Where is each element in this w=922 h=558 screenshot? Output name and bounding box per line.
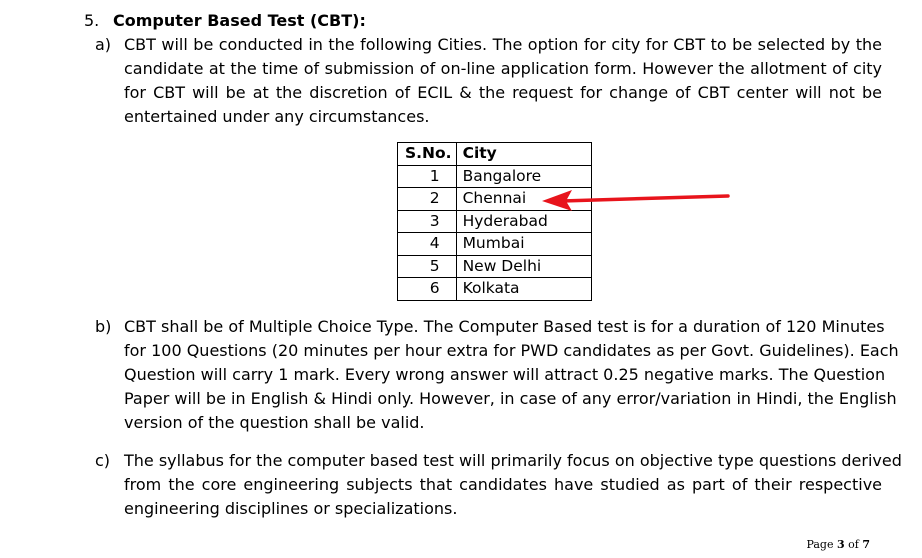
cell-city: Kolkata [456,278,591,301]
section-heading [84,10,366,32]
cell-city: Mumbai [456,233,591,256]
footer-total-pages: 7 [862,538,870,551]
cell-sno: 1 [398,165,457,188]
paragraph-b-line: Paper will be in English & Hindi only. However, in case of any error/variation in Hindi, the English [124,389,897,408]
paragraph-a-line: entertained under any circumstances. [124,107,430,126]
cell-sno: 4 [398,233,457,256]
paragraph-b-line: for 100 Questions (20 minutes per hour extra for PWD candidates as per Govt. Guidelines). Each [124,341,899,360]
table-row [398,165,592,188]
paragraph-a [95,33,882,129]
table-header-row [398,143,592,166]
section-number: 5. [84,11,100,30]
paragraph-a-marker: a) [95,35,112,54]
footer-current-page: 3 [836,538,845,551]
section-title: Computer Based Test (CBT): [113,11,366,30]
city-table [397,142,592,301]
arrow-shaft [562,196,728,201]
red-arrow-annotation [540,186,732,212]
cell-sno: 3 [398,210,457,233]
paragraph-c-marker: c) [95,451,111,470]
footer-of: of [848,538,859,551]
paragraph-b [95,315,899,435]
paragraph-c-line: from the core engineering subjects that candidates have studied as part of their respective [124,475,882,494]
table-row [398,278,592,301]
cell-sno: 5 [398,255,457,278]
paragraph-a-line: for CBT will be at the discretion of ECIL & the request for change of CBT center will not be [124,83,882,102]
paragraph-a-text [124,33,882,129]
paragraph-b-text [124,315,899,435]
cell-city: Hyderabad [456,210,591,233]
paragraph-b-line: Question will carry 1 mark. Every wrong answer will attract 0.25 negative marks. The Question [124,365,886,384]
paragraph-c-text [124,449,902,521]
paragraph-a-line: CBT will be conducted in the following Cities. The option for city for CBT to be selected by the [124,35,882,54]
cell-sno: 2 [398,188,457,211]
header-city: City [456,143,591,166]
paragraph-b-line: CBT shall be of Multiple Choice Type. The Computer Based test is for a duration of 120 Minutes [124,317,885,336]
header-sno: S.No. [398,143,457,166]
cell-city: Chennai [456,188,591,211]
table-row [398,233,592,256]
table-row [398,255,592,278]
table-row [398,210,592,233]
paragraph-b-line: version of the question shall be valid. [124,413,425,432]
paragraph-b-marker: b) [95,317,112,336]
cell-city: New Delhi [456,255,591,278]
paragraph-c-line: engineering disciplines or specializations. [124,499,458,518]
paragraph-c [95,449,902,521]
cell-city: Bangalore [456,165,591,188]
page-number-footer [806,538,870,551]
paragraph-a-line: candidate at the time of submission of on-line application form. However the allotment of city [124,59,882,78]
cell-sno: 6 [398,278,457,301]
paragraph-c-line: The syllabus for the computer based test will primarily focus on objective type questions derived [124,451,902,470]
footer-prefix: Page [806,538,834,551]
